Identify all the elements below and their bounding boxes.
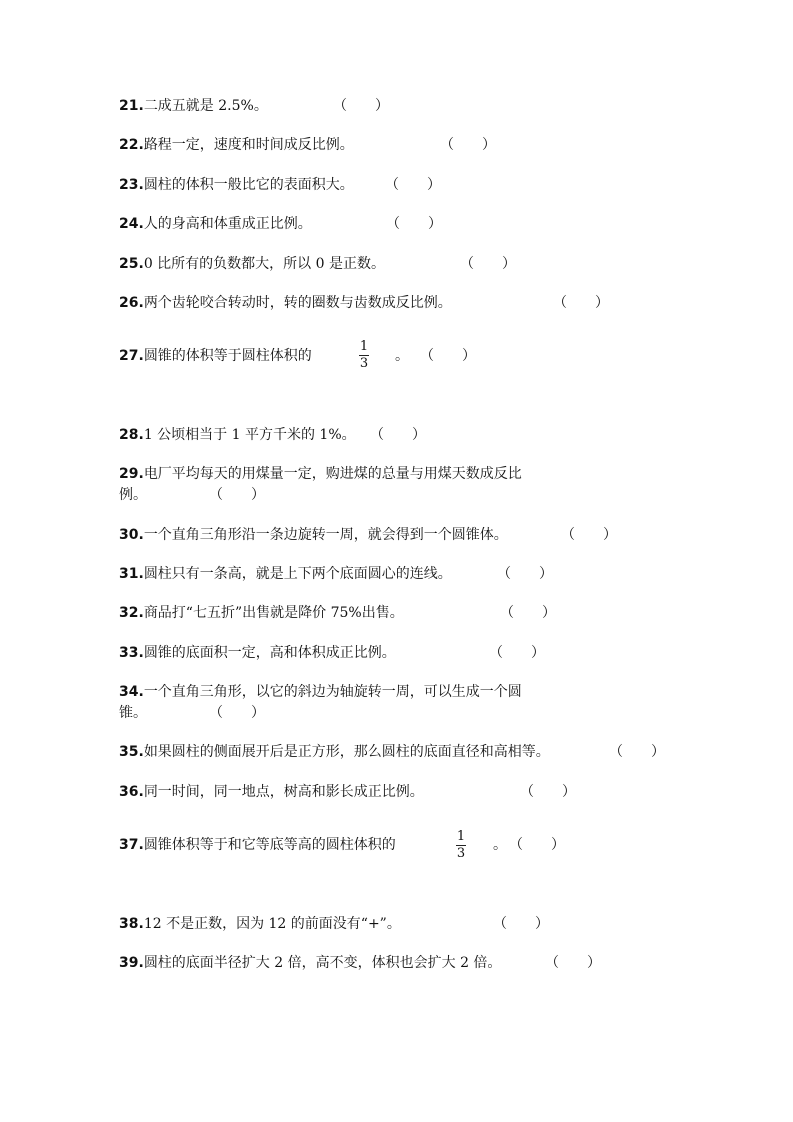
answer-blank[interactable]: （ ）	[333, 98, 389, 114]
question-text: 12 不是正数，因为 12 的前面没有“+”。	[143, 916, 401, 932]
question-text: 路程一定，速度和时间成反比例。	[143, 137, 354, 153]
question-29-line2: 例。	[119, 487, 147, 503]
fraction-numerator: 1	[359, 339, 369, 354]
question-23	[119, 175, 354, 195]
question-30	[119, 525, 508, 545]
question-32	[119, 603, 404, 623]
answer-blank[interactable]: （ ）	[553, 295, 609, 311]
answer-blank[interactable]: （ ）	[500, 605, 556, 621]
answer-blank[interactable]: （ ）	[370, 427, 426, 443]
question-number: 29.	[119, 466, 144, 482]
answer-blank[interactable]: （ ）	[209, 487, 265, 503]
question-number: 21.	[119, 98, 144, 114]
answer-blank[interactable]: （ ）	[386, 216, 442, 232]
fraction-numerator: 1	[456, 829, 466, 844]
question-text: 一个直角三角形，以它的斜边为轴旋转一周，可以生成一个圆	[143, 684, 522, 700]
question-38	[119, 914, 401, 934]
question-34	[119, 682, 522, 702]
question-text: 圆柱只有一条高，就是上下两个底面圆心的连线。	[143, 566, 452, 582]
question-period: 。	[493, 837, 507, 853]
answer-blank[interactable]: （ ）	[460, 256, 516, 272]
question-31	[119, 564, 452, 584]
question-number: 39.	[119, 955, 144, 971]
question-number: 22.	[119, 137, 144, 153]
answer-blank[interactable]: （ ）	[509, 837, 565, 853]
question-text: 1 公顷相当于 1 平方千米的 1%。	[143, 427, 356, 443]
question-22	[119, 135, 354, 155]
question-number: 32.	[119, 605, 144, 621]
question-text: 两个齿轮咬合转动时，转的圈数与齿数成反比例。	[143, 295, 452, 311]
answer-blank[interactable]: （ ）	[520, 784, 576, 800]
answer-blank[interactable]: （ ）	[545, 955, 601, 971]
question-36	[119, 782, 424, 802]
question-text: 人的身高和体重成正比例。	[143, 216, 312, 232]
question-text: 如果圆柱的侧面展开后是正方形，那么圆柱的底面直径和高相等。	[143, 744, 550, 760]
question-text: 二成五就是 2.5%。	[143, 98, 268, 114]
answer-blank[interactable]: （ ）	[420, 348, 476, 364]
fraction-denominator: 3	[456, 846, 466, 861]
question-number: 26.	[119, 295, 144, 311]
question-29	[119, 464, 522, 484]
question-text: 圆锥的底面积一定，高和体积成正比例。	[143, 645, 396, 661]
answer-blank[interactable]: （ ）	[385, 177, 441, 193]
question-text: 一个直角三角形沿一条边旋转一周，就会得到一个圆锥体。	[143, 527, 508, 543]
question-period: 。	[395, 348, 409, 364]
question-number: 24.	[119, 216, 144, 232]
question-25	[119, 254, 385, 274]
answer-blank[interactable]: （ ）	[440, 137, 496, 153]
answer-blank[interactable]: （ ）	[561, 527, 617, 543]
question-39	[119, 953, 501, 973]
question-27	[119, 346, 312, 366]
question-text: 电厂平均每天的用煤量一定，购进煤的总量与用煤天数成反比	[143, 466, 522, 482]
answer-blank[interactable]: （ ）	[493, 916, 549, 932]
question-24	[119, 214, 312, 234]
question-33	[119, 643, 396, 663]
question-35	[119, 742, 550, 762]
question-37	[119, 835, 396, 855]
question-number: 34.	[119, 684, 144, 700]
fraction-one-third	[456, 830, 466, 861]
question-number: 33.	[119, 645, 144, 661]
question-number: 23.	[119, 177, 144, 193]
question-text: 0 比所有的负数都大，所以 0 是正数。	[143, 256, 385, 272]
question-number: 37.	[119, 837, 144, 853]
answer-blank[interactable]: （ ）	[489, 645, 545, 661]
question-number: 25.	[119, 256, 144, 272]
question-28	[119, 425, 356, 445]
question-text: 圆柱的底面半径扩大 2 倍，高不变，体积也会扩大 2 倍。	[143, 955, 502, 971]
answer-blank[interactable]: （ ）	[609, 744, 665, 760]
answer-blank[interactable]: （ ）	[497, 566, 553, 582]
fraction-one-third	[359, 340, 369, 371]
question-number: 27.	[119, 348, 144, 364]
question-26	[119, 293, 452, 313]
answer-blank[interactable]: （ ）	[209, 705, 265, 721]
question-text: 同一时间，同一地点，树高和影长成正比例。	[143, 784, 424, 800]
question-text: 圆柱的体积一般比它的表面积大。	[143, 177, 354, 193]
question-text: 圆锥的体积等于圆柱体积的	[143, 348, 312, 364]
fraction-denominator: 3	[359, 356, 369, 371]
question-text: 圆锥体积等于和它等底等高的圆柱体积的	[143, 837, 396, 853]
question-text: 商品打“七五折”出售就是降价 75%出售。	[143, 605, 404, 621]
question-number: 35.	[119, 744, 144, 760]
question-number: 36.	[119, 784, 144, 800]
question-number: 31.	[119, 566, 144, 582]
question-34-line2: 锥。	[119, 705, 147, 721]
question-number: 30.	[119, 527, 144, 543]
question-number: 28.	[119, 427, 144, 443]
question-21	[119, 96, 268, 116]
question-number: 38.	[119, 916, 144, 932]
